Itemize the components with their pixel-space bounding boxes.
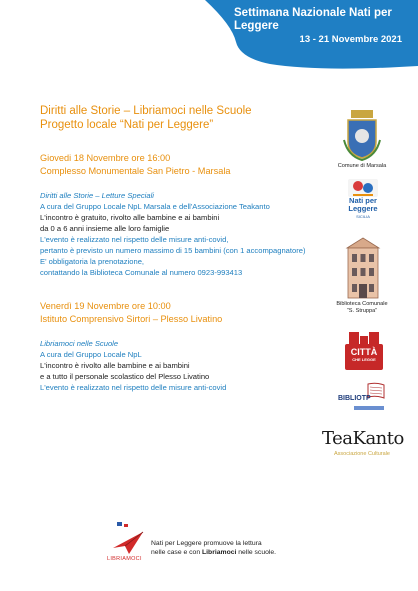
event1-subtitle: Diritti alle Storie – Letture Speciali (40, 191, 154, 200)
npl-logo-line2: Leggere (348, 204, 378, 213)
biblioteca-building-icon (343, 236, 383, 300)
header-dates: 13 - 21 Novembre 2021 (299, 34, 402, 45)
event2-venue: Istituto Comprensivo Sirtori – Plesso Livatino (40, 314, 223, 324)
footer (105, 520, 365, 570)
event2-line: L'evento è realizzato nel rispetto delle misure anti-covid (40, 383, 227, 392)
footer-line2-bold: Libriamoci (202, 549, 237, 556)
nati-per-leggere-logo (345, 177, 381, 219)
event2-date: Venerdì 19 Novembre ore 10:00 (40, 301, 171, 311)
npl-logo-region: SICILIA (356, 214, 370, 219)
teakanto-wordmark: TeaKanto (322, 428, 404, 449)
main-content (40, 104, 330, 393)
event1-line: E' obbligatoria la prenotazione, (40, 257, 145, 266)
event1-date: Giovedi 18 Novembre ore 16:00 (40, 153, 171, 163)
event2-line: e a tutto il personale scolastico del Plesso Livatino (40, 372, 210, 381)
bibliotp-logo (338, 382, 390, 412)
event1-line: L'incontro è gratuito, rivolto alle bambine e ai bambini (40, 213, 220, 222)
comune-marsala-crest-icon (342, 110, 382, 162)
header-banner (0, 0, 418, 70)
footer-line2-pre: nelle case e con (151, 549, 203, 556)
biblioteca-caption-line2: “S. Struppa” (346, 308, 378, 314)
event2-line: L'incontro è rivolto alle bambine e ai bambini (40, 361, 190, 370)
event1-line: da 0 a 6 anni insieme alle loro famiglie (40, 224, 170, 233)
event1-line: A cura del Gruppo Locale NpL Marsala e dell'Associazione Teakanto (40, 202, 270, 211)
footer-line2 (151, 548, 276, 557)
teakanto-logo (322, 428, 402, 468)
libriamoci-logo-text: LIBRIAMOCI (107, 556, 142, 562)
biblioteca-caption (324, 301, 400, 315)
event2-subtitle: Libriamoci nelle Scuole (40, 339, 119, 348)
footer-text (151, 539, 276, 557)
footer-line2-post: nelle scuole. (236, 549, 277, 556)
event1-line: pertanto è previsto un numero massimo di 15 bambini (con 1 accompagnatore) (40, 246, 306, 255)
event1-venue: Complesso Monumentale San Pietro - Marsala (40, 166, 231, 176)
citta-logo-line2: CHE LEGGE (352, 357, 376, 362)
citta-che-legge-logo (343, 330, 385, 372)
teakanto-subtitle: Associazione Culturale (334, 451, 390, 457)
npl-logo-line1: Nati per (349, 196, 377, 205)
header-title: Settimana Nazionale Nati per Leggere (234, 7, 392, 32)
event2-line: A cura del Gruppo Locale NpL (40, 350, 142, 359)
header-text (234, 7, 404, 45)
libriamoci-paper-plane-icon (107, 522, 147, 558)
event1-line: L'evento è realizzato nel rispetto delle misure anti-covid, (40, 235, 229, 244)
citta-logo-line1: CITTÀ (350, 347, 378, 357)
bibliotp-label: BIBLIOTP (338, 395, 371, 402)
footer-line1: Nati per Leggere promuove la lettura (151, 540, 262, 547)
main-title-line1: Diritti alle Storie – Libriamoci nelle Scuole (40, 105, 252, 117)
event1-line: contattando la Biblioteca Comunale al numero 0923-993413 (40, 268, 243, 277)
comune-caption: Comune di Marsala (337, 163, 387, 169)
main-title-line2: Progetto locale “Nati per Leggere” (40, 119, 214, 131)
biblioteca-caption-line1: Biblioteca Comunale (336, 301, 388, 307)
